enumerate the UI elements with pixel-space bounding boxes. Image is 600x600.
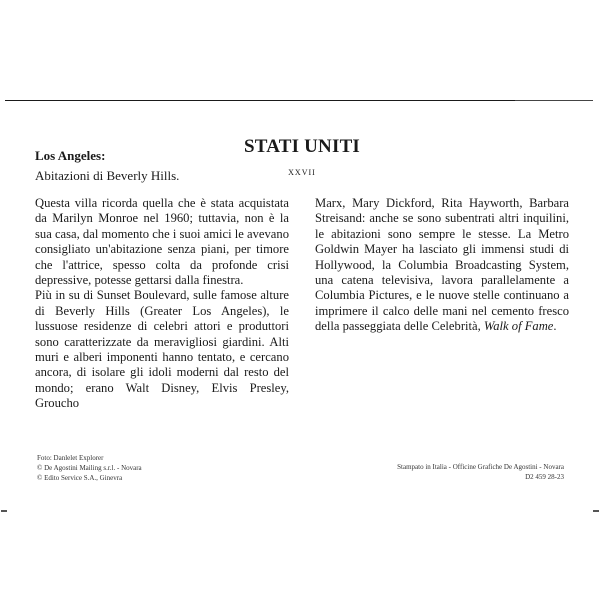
plate-number: XXVII <box>288 168 316 177</box>
crop-mark-right <box>593 510 599 512</box>
credit-line: Foto: Danlelet Explorer <box>37 454 104 462</box>
text-column-right <box>315 196 569 335</box>
paragraph-2: Più in su di Sunset Boulevard, sulle famose alture di Beverly Hills (Greater Los Angeles), le lussuose residenze di celebri attori e produttori sono caratterizzate da meravigliosi giardini. Alti muri e alberi imponenti hanno tentato, e cercano ancora, di isolare gli idoli moderni dal resto del mondo; erano Walt Disney, Elvis Presley, Groucho <box>35 288 289 411</box>
location-heading: Los Angeles: <box>35 148 106 163</box>
text-column-left <box>35 196 289 412</box>
credit-line: © Edito Service S.A., Ginevra <box>37 474 123 482</box>
country-title: STATI UNITI <box>243 136 361 157</box>
paragraph-1: Questa villa ricorda quella che è stata acquistata da Marilyn Monroe nel 1960; tuttavia, non è la sua casa, dal momento che i suoi amici le avevano consigliato un'abitazione senza piani, per timore che l'attrice, spesso colta da profonde crisi depressive, potesse gettarsi dalla finestra. <box>35 196 289 288</box>
top-divider-line-right <box>515 100 593 101</box>
photo-credits <box>37 453 142 483</box>
subject-subtitle: Abitazioni di Beverly Hills. <box>35 168 180 183</box>
printer-line: Stampato in Italia - Officine Grafiche De Agostini - Novara <box>397 463 564 471</box>
catalog-code: D2 459 28-23 <box>525 473 564 481</box>
top-divider-line <box>5 100 515 101</box>
crop-mark-left <box>1 510 7 512</box>
credit-line: © De Agostini Mailing s.r.l. - Novara <box>37 464 142 472</box>
printer-info <box>397 462 564 482</box>
end-punctuation: . <box>553 319 557 334</box>
walk-of-fame-italic: Walk of Fame <box>483 319 554 334</box>
paragraph-3 <box>315 196 569 335</box>
paragraph-3-text: Marx, Mary Dickford, Rita Hayworth, Barbara Streisand: anche se sono subentrati altri inquilini, le abitazioni sono sempre le stesse. La Metro Goldwin Mayer ha lasciato gli immensi studi di Hollywood, la Columbia Broadcasting System, una catena televisiva, lavora parallelamente a Columbia Pictures, e le nuove stelle continuano a imprimere il calco delle mani nel cemento fresco della passeggiata delle Celebrità, <box>315 196 569 334</box>
